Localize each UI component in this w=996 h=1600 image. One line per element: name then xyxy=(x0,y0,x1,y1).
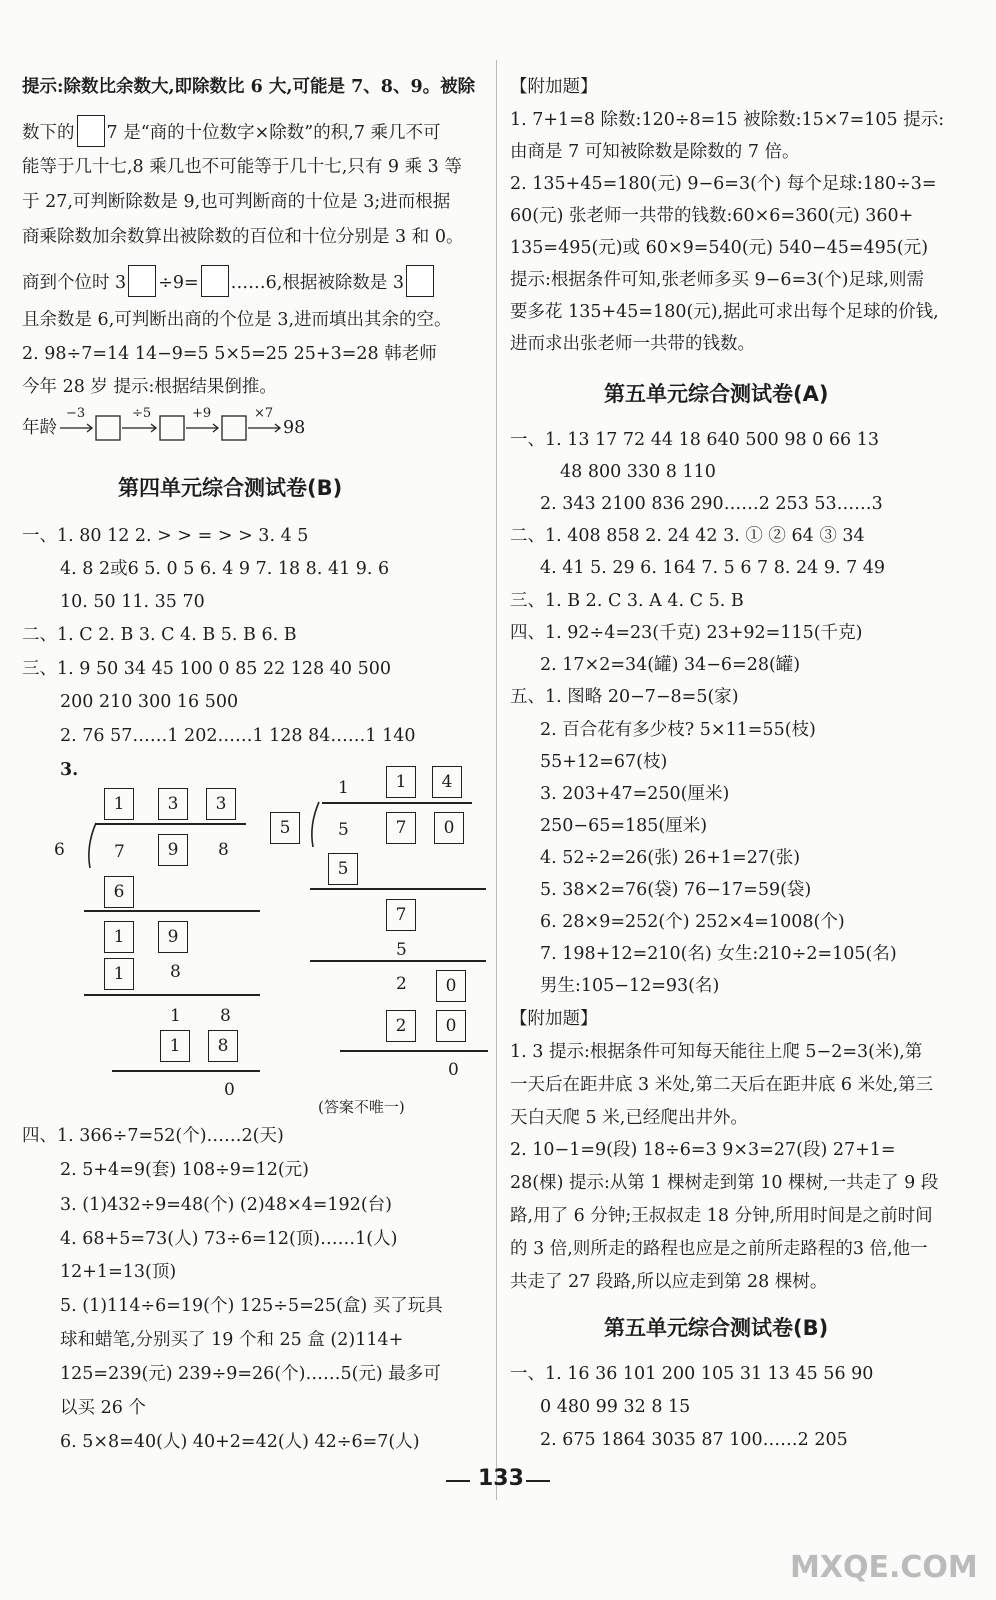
answer-line: 135=495(元)或 60×9=540(元) 540−45=495(元) xyxy=(510,238,929,258)
work-line xyxy=(84,910,260,912)
hint-line-3: 能等于几十七,8 乘几也不可能等于几十七,只有 9 乘 3 等 xyxy=(22,157,462,177)
answer-line: 200 210 300 16 500 xyxy=(60,692,239,712)
answer-line: 4. 8 2或6 5. 0 5 6. 4 9 7. 18 8. 41 9. 6 xyxy=(60,559,390,579)
work-digit: 2 xyxy=(396,974,407,994)
answer-line: 四、1. 92÷4=23(千克) 23+92=115(千克) xyxy=(510,623,863,643)
op-1: −3 xyxy=(66,406,86,421)
answer-line: 一、1. 16 36 101 200 105 31 13 45 56 90 xyxy=(510,1364,874,1384)
age-chain xyxy=(22,416,57,440)
answer-line: 由商是 7 可知被除数是除数的 7 倍。 xyxy=(510,142,800,162)
answer-line: 一天后在距井底 3 米处,第二天后在距井底 6 米处,第三 xyxy=(510,1075,934,1095)
page-number: 133 xyxy=(478,1466,524,1491)
answer-line: 1. 3 提示:根据条件可知每天能往上爬 5−2=3(米),第 xyxy=(510,1042,923,1062)
answer-line: 3. (1)432÷9=48(个) (2)48×4=192(台) xyxy=(60,1195,392,1215)
divisor: 6 xyxy=(54,840,65,860)
answer-line: 2. 675 1864 3035 87 100……2 205 xyxy=(540,1430,848,1450)
blank-box xyxy=(406,265,434,297)
answer-line: 0 480 99 32 8 15 xyxy=(540,1397,691,1417)
work-digit: 5 xyxy=(396,940,407,960)
dividend-digit: 0 xyxy=(434,812,464,844)
answer-line: 二、1. C 2. B 3. C 4. B 5. B 6. B xyxy=(22,625,297,645)
hint-line-4: 于 27,可判断除数是 9,也可判断商的十位是 3;进而根据 xyxy=(22,192,451,212)
division-bar xyxy=(322,802,472,804)
page-number-dash-left xyxy=(446,1480,470,1482)
hint-line-6 xyxy=(22,265,436,297)
answer-line: 2. 135+45=180(元) 9−6=3(个) 每个足球:180÷3= xyxy=(510,174,937,194)
answer-line: 55+12=67(枝) xyxy=(540,752,668,772)
answer-line: 7. 198+12=210(名) 女生:210÷2=105(名) xyxy=(540,944,897,964)
work-digit: 0 xyxy=(436,970,466,1002)
answer-line: 125=239(元) 239÷9=26(个)……5(元) 最多可 xyxy=(60,1364,441,1384)
answer-line: 12+1=13(顶) xyxy=(60,1262,177,1282)
page-number-dash-right xyxy=(526,1480,550,1482)
answer-line: 10. 50 11. 35 70 xyxy=(60,592,205,612)
work-digit: 8 xyxy=(208,1030,238,1062)
answer-line: 2. 76 57……1 202……1 128 84……1 140 xyxy=(60,726,416,746)
op-4: ×7 xyxy=(254,406,274,421)
appendix-heading: 【附加题】 xyxy=(510,77,598,97)
work-digit: 8 xyxy=(220,1006,231,1026)
answer-line: 1. 7+1=8 除数:120÷8=15 被除数:15×7=105 提示: xyxy=(510,110,945,130)
work-line xyxy=(112,1070,260,1072)
answer-line: 2. 17×2=34(罐) 34−6=28(罐) xyxy=(540,655,801,675)
divisor: 5 xyxy=(270,812,300,844)
quotient-digit: 1 xyxy=(104,788,134,820)
answer-line: 5. (1)114÷6=19(个) 125÷5=25(盒) 买了玩具 xyxy=(60,1296,443,1316)
answer-line: 4. 68+5=73(人) 73÷6=12(顶)……1(人) xyxy=(60,1229,398,1249)
answer-line: 二、1. 408 858 2. 24 42 3. ① ② 64 ③ 34 xyxy=(510,526,865,546)
quotient-digit: 4 xyxy=(432,766,462,798)
hint-line-7: 且余数是 6,可判断出商的个位是 3,进而填出其余的空。 xyxy=(22,310,452,330)
work-digit: 9 xyxy=(158,921,188,953)
answer-line: 五、1. 图略 20−7−8=5(家) xyxy=(510,687,739,707)
quotient-digit: 3 xyxy=(206,788,236,820)
column-divider xyxy=(496,60,497,1500)
work-digit: 0 xyxy=(436,1010,466,1042)
answer-line: 6. 28×9=252(个) 252×4=1008(个) xyxy=(540,912,845,932)
work-digit: 1 xyxy=(170,1006,181,1026)
answer-line: 48 800 330 8 110 xyxy=(560,462,716,482)
dividend-digit: 7 xyxy=(114,842,125,862)
dividend-digit: 7 xyxy=(386,812,416,844)
answer-line: 3. 203+47=250(厘米) xyxy=(540,784,730,804)
work-digit: 5 xyxy=(328,853,358,885)
answer-note: (答案不唯一) xyxy=(318,1098,405,1116)
answer-line: 2. 343 2100 836 290……2 253 53……3 xyxy=(540,494,883,514)
answer-line: 今年 28 岁 提示:根据结果倒推。 xyxy=(22,377,277,397)
answer-line: 28(棵) 提示:从第 1 棵树走到第 10 棵树,一共走了 9 段 xyxy=(510,1173,939,1193)
remainder: 0 xyxy=(448,1060,459,1080)
answer-line: 2. 98÷7=14 14−9=5 5×5=25 25+3=28 韩老师 xyxy=(22,344,437,364)
section-title-4b: 第四单元综合测试卷(B) xyxy=(118,476,343,500)
box-line-pre: 数下的 xyxy=(22,123,75,143)
work-digit: 1 xyxy=(160,1030,190,1062)
answer-line: 4. 41 5. 29 6. 164 7. 5 6 7 8. 24 9. 7 49 xyxy=(540,558,886,578)
answer-line: 要多花 135+45=180(元),据此可求出每个足球的价钱, xyxy=(510,302,939,322)
blank-box xyxy=(77,115,105,147)
answer-line: 一、1. 80 12 2. > > = > > 3. 4 5 xyxy=(22,526,309,546)
box-line-post: 7 是“商的十位数字×除数”的积,7 乘几不可 xyxy=(106,123,441,143)
answer-line: 以买 26 个 xyxy=(60,1398,146,1418)
answer-line: 三、1. 9 50 34 45 100 0 85 22 128 40 500 xyxy=(22,659,391,679)
answer-line: 的 3 倍,则所走的路程也应是之前所走路程的3 倍,他一 xyxy=(510,1239,928,1259)
answer-line: 三、1. B 2. C 3. A 4. C 5. B xyxy=(510,591,744,611)
age-label: 年龄 xyxy=(22,418,57,438)
answer-line: 6. 5×8=40(人) 40+2=42(人) 42÷6=7(人) xyxy=(60,1432,420,1452)
dividend-digit: 9 xyxy=(158,834,188,866)
answer-line: 四、1. 366÷7=52(个)……2(天) xyxy=(22,1126,284,1146)
answer-line: 2. 百合花有多少枝? 5×11=55(枝) xyxy=(540,720,816,740)
appendix-heading: 【附加题】 xyxy=(510,1009,598,1029)
remainder: 0 xyxy=(224,1080,235,1100)
answer-line: 5. 38×2=76(袋) 76−17=59(袋) xyxy=(540,880,812,900)
box-line2-c: ……6,根据被除数是 3 xyxy=(230,273,405,293)
quotient-digit: 1 xyxy=(338,778,349,798)
work-digit: 2 xyxy=(386,1010,416,1042)
dividend-digit: 8 xyxy=(218,840,229,860)
work-line xyxy=(310,960,486,962)
answer-line: 共走了 27 段路,所以应走到第 28 棵树。 xyxy=(510,1272,828,1292)
box-line2-b: ÷9= xyxy=(158,273,199,293)
division-bar xyxy=(96,823,246,825)
box-line2-a: 商到个位时 3 xyxy=(22,273,127,293)
answer-line: 4. 52÷2=26(张) 26+1=27(张) xyxy=(540,848,801,868)
work-line xyxy=(310,888,486,890)
work-digit: 6 xyxy=(104,876,134,908)
work-digit: 8 xyxy=(170,962,181,982)
watermark: MXQE.COM xyxy=(790,1550,978,1585)
blank-box xyxy=(128,265,156,297)
answer-line: 3. xyxy=(60,760,79,780)
answer-line: 进而求出张老师一共带的钱数。 xyxy=(510,334,755,354)
answer-line: 提示:根据条件可知,张老师多买 9−6=3(个)足球,则需 xyxy=(510,270,924,290)
division-bracket xyxy=(84,822,100,870)
work-digit: 7 xyxy=(386,899,416,931)
work-digit: 1 xyxy=(104,921,134,953)
work-line xyxy=(340,1050,488,1052)
age-result: 98 xyxy=(283,418,306,438)
quotient-digit: 1 xyxy=(386,766,416,798)
answer-line: 路,用了 6 分钟;王叔叔走 18 分钟,所用时间是之前时间 xyxy=(510,1206,933,1226)
division-bracket xyxy=(306,801,322,849)
hint-line-1: 提示:除数比余数大,即除数比 6 大,可能是 7、8、9。被除 xyxy=(22,77,476,97)
answer-line: 球和蜡笔,分别买了 19 个和 25 盒 (2)114+ xyxy=(60,1330,404,1350)
answer-line: 60(元) 张老师一共带的钱数:60×6=360(元) 360+ xyxy=(510,206,914,226)
answer-line: 2. 10−1=9(段) 18÷6=3 9×3=27(段) 27+1= xyxy=(510,1140,896,1160)
work-digit: 1 xyxy=(104,958,134,990)
blank-box xyxy=(201,265,229,297)
hint-line-5: 商乘除数加余数算出被除数的百位和十位分别是 3 和 0。 xyxy=(22,227,464,247)
work-line xyxy=(84,994,260,996)
quotient-digit: 3 xyxy=(158,788,188,820)
section-title-5a: 第五单元综合测试卷(A) xyxy=(604,382,829,406)
hint-line-2 xyxy=(22,115,441,147)
answer-line: 250−65=185(厘米) xyxy=(540,816,708,836)
dividend-digit: 5 xyxy=(338,820,349,840)
section-title-5b: 第五单元综合测试卷(B) xyxy=(604,1316,829,1340)
answer-line: 天白天爬 5 米,已经爬出井外。 xyxy=(510,1108,748,1128)
answer-line: 2. 5+4=9(套) 108÷9=12(元) xyxy=(60,1160,309,1180)
op-2: ÷5 xyxy=(132,406,152,421)
answer-line: 一、1. 13 17 72 44 18 640 500 98 0 66 13 xyxy=(510,430,879,450)
answer-line: 男生:105−12=93(名) xyxy=(540,976,720,996)
op-3: +9 xyxy=(192,406,212,421)
